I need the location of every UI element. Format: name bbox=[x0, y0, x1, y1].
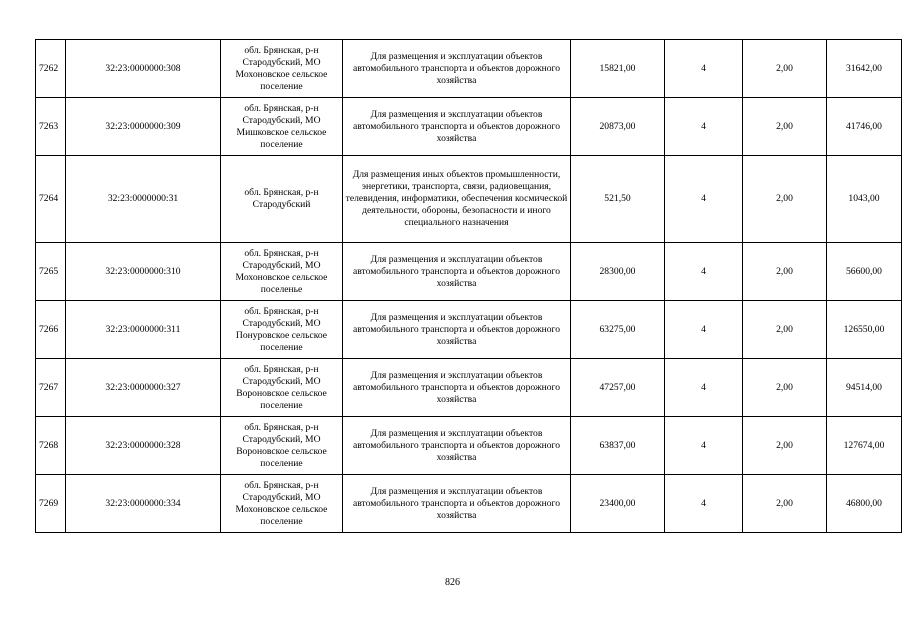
rate: 2,00 bbox=[743, 475, 827, 533]
cadastral-number: 32:23:0000000:309 bbox=[66, 98, 221, 156]
row-number: 7263 bbox=[36, 98, 66, 156]
total: 1043,00 bbox=[827, 156, 902, 243]
table-row bbox=[36, 301, 902, 359]
table-row bbox=[36, 417, 902, 475]
rate: 2,00 bbox=[743, 40, 827, 98]
area: 47257,00 bbox=[571, 359, 665, 417]
total: 94514,00 bbox=[827, 359, 902, 417]
location: обл. Брянская, р-н Стародубский, МО Мишковское сельское поселение bbox=[221, 98, 343, 156]
cadastral-number: 32:23:0000000:327 bbox=[66, 359, 221, 417]
total: 31642,00 bbox=[827, 40, 902, 98]
total: 56600,00 bbox=[827, 243, 902, 301]
area: 28300,00 bbox=[571, 243, 665, 301]
permitted-use: Для размещения и эксплуатации объектов автомобильного транспорта и объектов дорожного хозяйства bbox=[343, 417, 571, 475]
permitted-use: Для размещения и эксплуатации объектов автомобильного транспорта и объектов дорожного хозяйства bbox=[343, 243, 571, 301]
location: обл. Брянская, р-н Стародубский, МО Мохоновское сельское поселенье bbox=[221, 243, 343, 301]
permitted-use: Для размещения и эксплуатации объектов автомобильного транспорта и объектов дорожного хозяйства bbox=[343, 475, 571, 533]
permitted-use: Для размещения иных объектов промышленности, энергетики, транспорта, связи, радиовещания, телевидения, информатики, обеспечения космической деятельности, обороны, безопасности и иного специального назначения bbox=[343, 156, 571, 243]
area: 20873,00 bbox=[571, 98, 665, 156]
rate: 2,00 bbox=[743, 156, 827, 243]
group: 4 bbox=[665, 417, 743, 475]
table-row bbox=[36, 156, 902, 243]
table-row bbox=[36, 243, 902, 301]
area: 521,50 bbox=[571, 156, 665, 243]
area: 63275,00 bbox=[571, 301, 665, 359]
location: обл. Брянская, р-н Стародубский, МО Понуровское сельское поселение bbox=[221, 301, 343, 359]
rate: 2,00 bbox=[743, 417, 827, 475]
location: обл. Брянская, р-н Стародубский, МО Мохоновское сельское поселение bbox=[221, 40, 343, 98]
rate: 2,00 bbox=[743, 301, 827, 359]
group: 4 bbox=[665, 301, 743, 359]
table-row bbox=[36, 475, 902, 533]
cadastral-number: 32:23:0000000:334 bbox=[66, 475, 221, 533]
group: 4 bbox=[665, 98, 743, 156]
area: 63837,00 bbox=[571, 417, 665, 475]
total: 46800,00 bbox=[827, 475, 902, 533]
group: 4 bbox=[665, 359, 743, 417]
area: 23400,00 bbox=[571, 475, 665, 533]
total: 41746,00 bbox=[827, 98, 902, 156]
permitted-use: Для размещения и эксплуатации объектов автомобильного транспорта и объектов дорожного хозяйства bbox=[343, 359, 571, 417]
rate: 2,00 bbox=[743, 359, 827, 417]
total: 126550,00 bbox=[827, 301, 902, 359]
row-number: 7264 bbox=[36, 156, 66, 243]
total: 127674,00 bbox=[827, 417, 902, 475]
cadastral-number: 32:23:0000000:308 bbox=[66, 40, 221, 98]
table-row bbox=[36, 98, 902, 156]
cadastral-number: 32:23:0000000:310 bbox=[66, 243, 221, 301]
land-registry-table bbox=[35, 39, 902, 533]
row-number: 7266 bbox=[36, 301, 66, 359]
row-number: 7267 bbox=[36, 359, 66, 417]
row-number: 7265 bbox=[36, 243, 66, 301]
location: обл. Брянская, р-н Стародубский bbox=[221, 156, 343, 243]
location: обл. Брянская, р-н Стародубский, МО Мохоновское сельское поселение bbox=[221, 475, 343, 533]
cadastral-number: 32:23:0000000:311 bbox=[66, 301, 221, 359]
group: 4 bbox=[665, 243, 743, 301]
permitted-use: Для размещения и эксплуатации объектов автомобильного транспорта и объектов дорожного хозяйства bbox=[343, 98, 571, 156]
location: обл. Брянская, р-н Стародубский, МО Вороновское сельское поселение bbox=[221, 417, 343, 475]
row-number: 7269 bbox=[36, 475, 66, 533]
area: 15821,00 bbox=[571, 40, 665, 98]
group: 4 bbox=[665, 40, 743, 98]
cadastral-number: 32:23:0000000:31 bbox=[66, 156, 221, 243]
row-number: 7268 bbox=[36, 417, 66, 475]
rate: 2,00 bbox=[743, 98, 827, 156]
permitted-use: Для размещения и эксплуатации объектов автомобильного транспорта и объектов дорожного хозяйства bbox=[343, 40, 571, 98]
page-number: 826 bbox=[445, 577, 460, 588]
table-row bbox=[36, 40, 902, 98]
table-row bbox=[36, 359, 902, 417]
rate: 2,00 bbox=[743, 243, 827, 301]
group: 4 bbox=[665, 156, 743, 243]
group: 4 bbox=[665, 475, 743, 533]
row-number: 7262 bbox=[36, 40, 66, 98]
cadastral-number: 32:23:0000000:328 bbox=[66, 417, 221, 475]
location: обл. Брянская, р-н Стародубский, МО Вороновское сельское поселение bbox=[221, 359, 343, 417]
permitted-use: Для размещения и эксплуатации объектов автомобильного транспорта и объектов дорожного хозяйства bbox=[343, 301, 571, 359]
